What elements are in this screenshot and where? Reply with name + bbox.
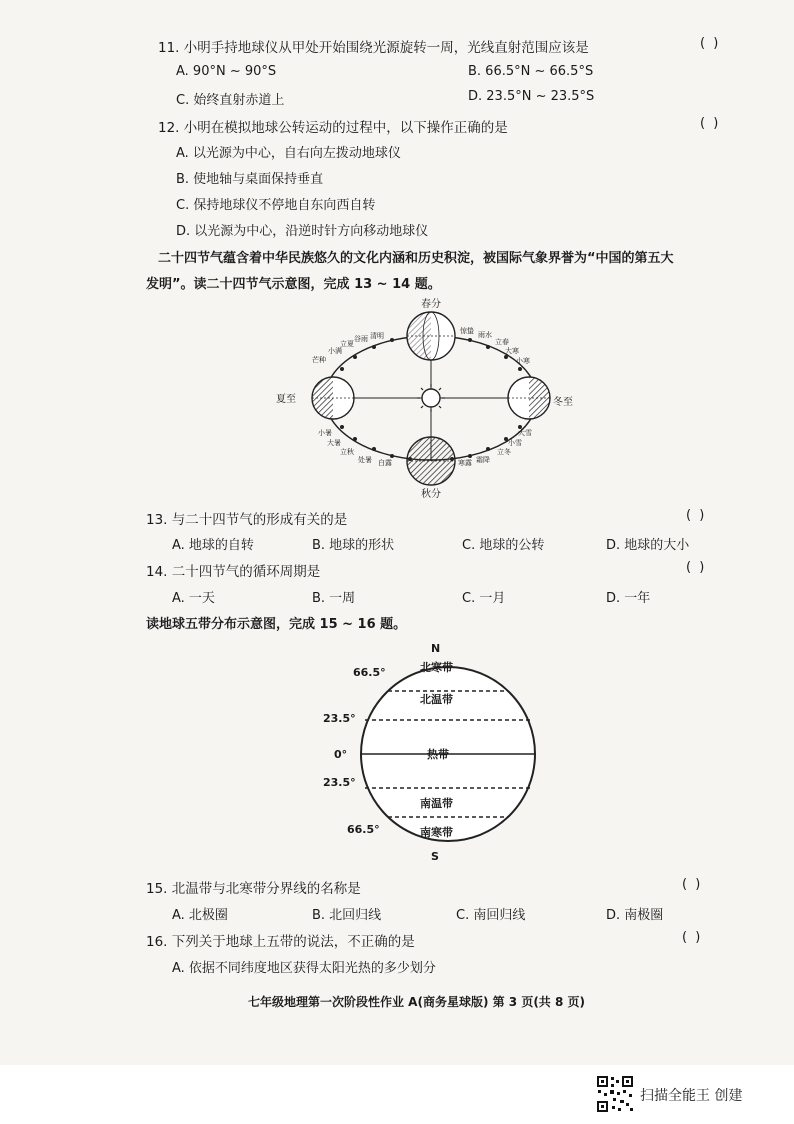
label-mangzhong: 芒种 xyxy=(312,356,326,364)
label-lidong: 立冬 xyxy=(497,448,511,456)
label-south-frigid: 南寒带 xyxy=(420,826,453,839)
label-liqiu: 立秋 xyxy=(340,448,354,456)
option-13d: D. 地球的大小 xyxy=(606,538,690,553)
label-dahan: 大寒 xyxy=(505,347,519,355)
label-shuangjiang: 霜降 xyxy=(476,456,490,464)
scanner-watermark: 扫描全能王 创建 xyxy=(640,1088,743,1104)
label-qingming: 清明 xyxy=(370,332,384,340)
option-15c: C. 南回归线 xyxy=(456,908,526,923)
globe-summer-solstice xyxy=(312,377,354,419)
label-south-temperate: 南温带 xyxy=(420,797,453,810)
option-13a: A. 地球的自转 xyxy=(172,538,254,553)
option-14b: B. 一周 xyxy=(312,591,356,606)
option-11d: D. 23.5°N ~ 23.5°S xyxy=(468,89,595,104)
solar-terms-diagram xyxy=(276,295,573,500)
option-15a: A. 北极圈 xyxy=(172,908,228,923)
option-14d: D. 一年 xyxy=(606,591,651,606)
question-16: 16. 下列关于地球上五带的说法，不正确的是 xyxy=(146,934,415,950)
answer-paren-15: ( ) xyxy=(682,877,703,892)
option-12d: D. 以光源为中心，沿逆时针方向移动地球仪 xyxy=(176,224,429,239)
label-lat-665s: 66.5° xyxy=(347,823,380,836)
label-spring-equinox: 春分 xyxy=(421,299,441,310)
answer-paren-12: ( ) xyxy=(700,116,721,131)
label-bailu: 白露 xyxy=(378,459,392,467)
option-14c: C. 一月 xyxy=(462,591,506,606)
option-11b: B. 66.5°N ~ 66.5°S xyxy=(468,64,594,79)
question-11: 11. 小明手持地球仪从甲处开始围绕光源旋转一周，光线直射范围应该是 xyxy=(158,40,589,56)
label-lat-235s: 23.5° xyxy=(323,776,356,789)
five-zones-diagram xyxy=(320,636,550,866)
label-north-temperate: 北温带 xyxy=(420,693,453,706)
label-lat-665n: 66.5° xyxy=(353,666,386,679)
option-15d: D. 南极圈 xyxy=(606,908,664,923)
globe-spring-equinox xyxy=(407,312,455,360)
label-jingzhe: 惊蛰 xyxy=(460,327,474,335)
answer-paren-16: ( ) xyxy=(682,930,703,945)
label-north-frigid: 北寒带 xyxy=(420,661,453,674)
label-south-pole: S xyxy=(431,850,439,863)
label-autumn-equinox: 秋分 xyxy=(421,489,441,500)
option-15b: B. 北回归线 xyxy=(312,908,382,923)
option-12b: B. 使地轴与桌面保持垂直 xyxy=(176,172,324,187)
intro-15-16: 读地球五带分布示意图，完成 15 ~ 16 题。 xyxy=(146,617,407,632)
label-lat-235n: 23.5° xyxy=(323,712,356,725)
question-12: 12. 小明在模拟地球公转运动的过程中，以下操作正确的是 xyxy=(158,120,508,136)
label-xiaohan: 小寒 xyxy=(516,357,530,365)
option-13b: B. 地球的形状 xyxy=(312,538,395,553)
option-16a: A. 依据不同纬度地区获得太阳光热的多少划分 xyxy=(172,961,436,976)
answer-paren-14: ( ) xyxy=(686,560,707,575)
label-dashu: 大暑 xyxy=(327,439,341,447)
label-xiaoshu: 小暑 xyxy=(318,429,332,437)
label-xiaoxue: 小雪 xyxy=(508,439,522,447)
label-winter-solstice: 冬至 xyxy=(553,397,573,408)
label-lichun: 立春 xyxy=(495,338,509,346)
question-15: 15. 北温带与北寒带分界线的名称是 xyxy=(146,881,361,897)
question-14: 14. 二十四节气的循环周期是 xyxy=(146,564,321,580)
option-12a: A. 以光源为中心，自右向左拨动地球仪 xyxy=(176,146,401,161)
intro-13-14-line1: 二十四节气蕴含着中华民族悠久的文化内涵和历史积淀，被国际气象界誉为“中国的第五大 xyxy=(158,251,674,266)
label-xiaoman: 小满 xyxy=(328,347,342,355)
globe-winter-solstice xyxy=(508,377,550,419)
label-hanlu: 寒露 xyxy=(458,459,472,467)
option-11c: C. 始终直射赤道上 xyxy=(176,93,285,108)
label-tropical: 热带 xyxy=(427,748,449,761)
qr-code-icon xyxy=(595,1074,635,1114)
label-chushu: 处暑 xyxy=(358,456,372,464)
label-daxue: 大雪 xyxy=(518,429,532,437)
label-guyu: 谷雨 xyxy=(354,335,368,343)
globe-autumn-equinox xyxy=(407,437,455,485)
intro-13-14-line2: 发明”。读二十四节气示意图，完成 13 ~ 14 题。 xyxy=(146,277,441,292)
page-footer: 七年级地理第一次阶段性作业 A(商务星球版) 第 3 页(共 8 页) xyxy=(248,995,585,1009)
label-lat-0: 0° xyxy=(334,748,348,761)
answer-paren-11: ( ) xyxy=(700,36,721,51)
label-lixia: 立夏 xyxy=(340,340,354,348)
option-13c: C. 地球的公转 xyxy=(462,538,545,553)
question-13: 13. 与二十四节气的形成有关的是 xyxy=(146,512,348,528)
answer-paren-13: ( ) xyxy=(686,508,707,523)
option-11a: A. 90°N ~ 90°S xyxy=(176,64,277,79)
label-north-pole: N xyxy=(431,642,441,655)
label-yushui: 雨水 xyxy=(478,331,492,339)
option-14a: A. 一天 xyxy=(172,591,215,606)
option-12c: C. 保持地球仪不停地自东向西自转 xyxy=(176,198,376,213)
label-summer-solstice: 夏至 xyxy=(276,394,296,405)
